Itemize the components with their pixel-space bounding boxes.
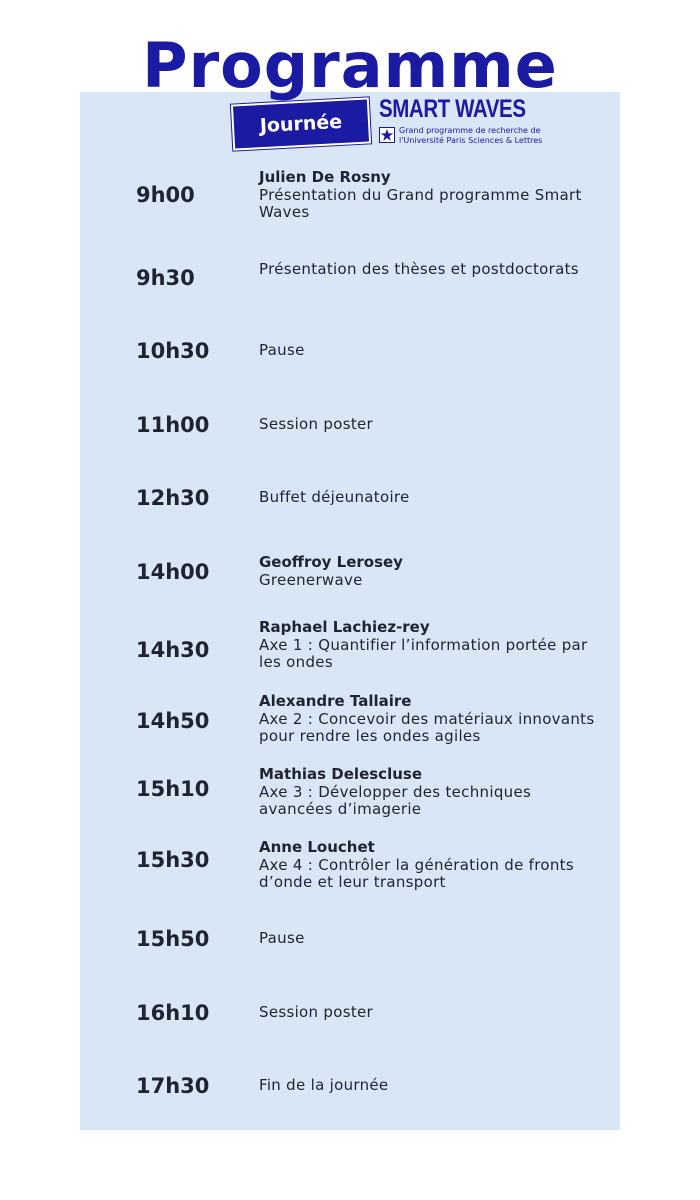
time-label: 14h30 bbox=[136, 638, 210, 662]
speaker-name: Mathias Delescluse bbox=[259, 765, 422, 783]
time-label: 12h30 bbox=[136, 486, 210, 510]
session-description bbox=[259, 692, 604, 745]
session-title: Buffet déjeunatoire bbox=[259, 488, 410, 506]
session-title: Axe 2 : Concevoir des matériaux innovants pour rendre les ondes agiles bbox=[259, 710, 595, 745]
time-label: 15h30 bbox=[136, 848, 210, 872]
speaker-name: Raphael Lachiez-rey bbox=[259, 618, 430, 636]
page-title: Programme bbox=[142, 29, 558, 102]
time-label: 11h00 bbox=[136, 413, 210, 437]
session-description bbox=[259, 416, 604, 433]
session-description bbox=[259, 930, 604, 947]
speaker-name: Geoffroy Lerosey bbox=[259, 553, 403, 571]
time-label: 9h00 bbox=[136, 183, 195, 207]
session-title: Présentation du Grand programme Smart Waves bbox=[259, 186, 582, 221]
session-title: Axe 3 : Développer des techniques avancées d’imagerie bbox=[259, 783, 532, 818]
time-label: 15h10 bbox=[136, 777, 210, 801]
session-title: Présentation des thèses et postdoctorats bbox=[259, 260, 579, 278]
session-description bbox=[259, 168, 604, 221]
speaker-name: Anne Louchet bbox=[259, 838, 375, 856]
session-description bbox=[259, 1004, 604, 1021]
time-label: 10h30 bbox=[136, 339, 210, 363]
session-description bbox=[259, 489, 604, 506]
speaker-name: Alexandre Tallaire bbox=[259, 692, 412, 710]
session-title: Greenerwave bbox=[259, 571, 363, 589]
session-title: Session poster bbox=[259, 415, 373, 433]
session-title: Fin de la journée bbox=[259, 1076, 389, 1094]
brand-tagline: Grand programme de recherche de l'Université Paris Sciences & Lettres bbox=[399, 126, 543, 145]
session-description bbox=[259, 618, 604, 671]
speaker-name: Julien De Rosny bbox=[259, 168, 391, 186]
brand-subtitle bbox=[379, 126, 543, 148]
time-label: 14h50 bbox=[136, 709, 210, 733]
session-description bbox=[259, 342, 604, 359]
time-label: 16h10 bbox=[136, 1001, 210, 1025]
time-label: 9h30 bbox=[136, 266, 195, 290]
session-title: Session poster bbox=[259, 1003, 373, 1021]
time-label: 17h30 bbox=[136, 1074, 210, 1098]
journee-badge: Journée bbox=[231, 97, 371, 150]
session-description bbox=[259, 553, 604, 589]
session-description bbox=[259, 1077, 604, 1094]
session-title: Axe 1 : Quantifier l’information portée par les ondes bbox=[259, 636, 588, 671]
time-label: 15h50 bbox=[136, 927, 210, 951]
session-description bbox=[259, 838, 604, 891]
session-title: Axe 4 : Contrôler la génération de fronts d’onde et leur transport bbox=[259, 856, 574, 891]
programme-panel bbox=[80, 92, 620, 1130]
smart-waves-logo bbox=[379, 95, 543, 148]
session-title: Pause bbox=[259, 929, 305, 947]
session-title: Pause bbox=[259, 341, 305, 359]
star-icon bbox=[379, 127, 395, 143]
session-description bbox=[259, 765, 604, 818]
time-label: 14h00 bbox=[136, 560, 210, 584]
session-description bbox=[259, 261, 604, 278]
brand-name: SMART WAVES bbox=[379, 95, 526, 123]
